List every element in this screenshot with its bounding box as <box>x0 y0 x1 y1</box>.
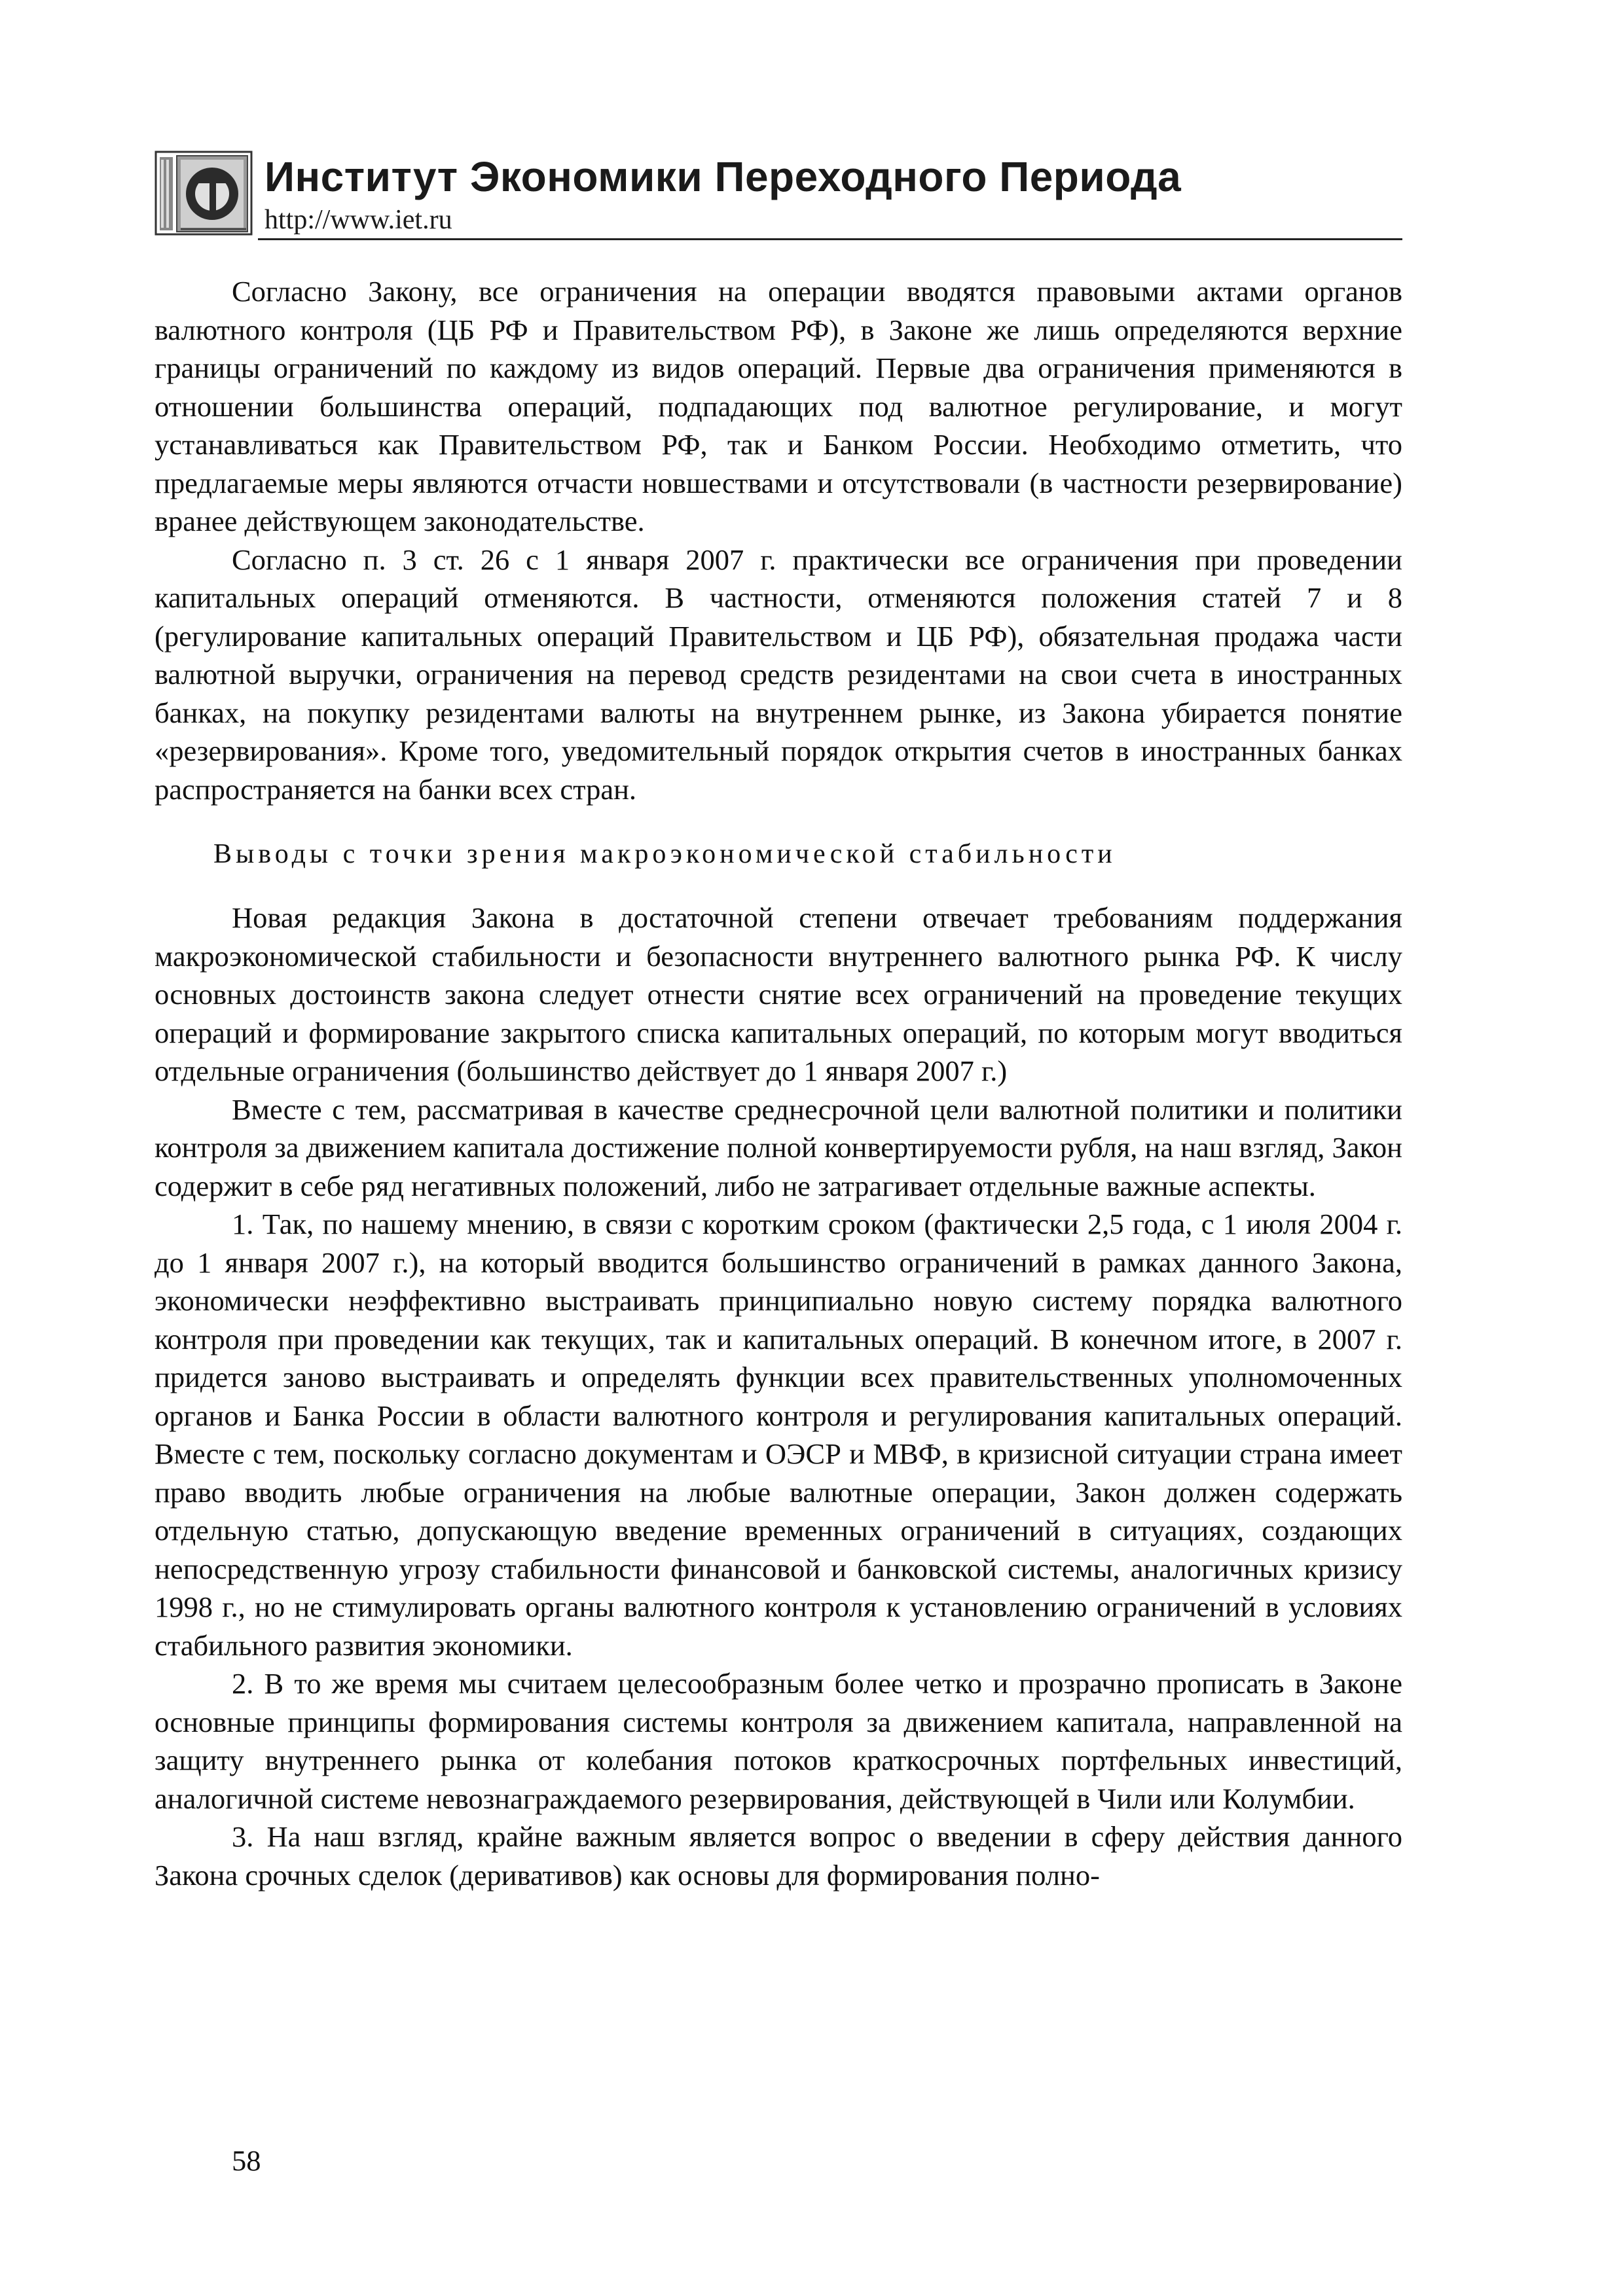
iet-logo-icon <box>155 151 253 236</box>
institute-url[interactable]: http://www.iet.ru <box>264 205 452 235</box>
institute-title: Институт Экономики Переходного Периода <box>264 153 1182 200</box>
paragraph: 3. На наш взгляд, крайне важным является вопрос о введении в сферу действия данного Закона срочных сделок (деривативов) как основы для формирования полно- <box>155 1820 1402 1892</box>
paragraph: Согласно Закону, все ограничения на операции вводятся правовыми актами органов валютного контроля (ЦБ РФ и Правительством РФ), в Законе же лишь определяются верхние границы ограничений по каждому из видов операций. Первые два ограничения применяются в отношении большинства операций, подпадающих под валютное регулирование, и могут устанавливаться как Правительством РФ, так и Банком России. Необходимо отметить, что предлагаемые меры являются отчасти новшествами и отсутствовали (в частности резервирование) вранее действующем законодательстве. <box>155 275 1402 537</box>
header-divider <box>258 238 1402 240</box>
paragraph: 2. В то же время мы считаем целесообразным более четко и прозрачно прописать в Законе основные принципы формирования системы контроля за движением капитала, направленной на защиту внутреннего рынка от колебания потоков краткосрочных портфельных инвестиций, аналогичной системе невознаграждаемого резервирования, действующей в Чили или Колумбии. <box>155 1667 1402 1815</box>
paragraph: 1. Так, по нашему мнению, в связи с коротким сроком (фактически 2,5 года, с 1 июля 2004 г. до 1 января 2007 г.), на который вводится большинство ограничений в рамках данного Закона, экономически неэффективно выстраивать принципиально новую систему порядка валютного контроля при проведении как текущих, так и капитальных операций. В конечном итоге, в 2007 г. придется заново выстраивать и определять функции всех правительственных уполномоченных органов и Банка России в области валютного контроля и регулирования капитальных операций. Вместе с тем, поскольку согласно документам и ОЭСР и МВФ, в кризисной ситуации страна имеет право вводить любые ограничения на любые валютные операции, Закон должен содержать отдельную статью, допускающую введение временных ограничений в ситуациях, создающих непосредственную угрозу стабильности финансовой и банковской системы, аналогичных кризису 1998 г., но не стимулировать органы валютного контроля к установлению ограничений в условиях стабильного развития экономики. <box>155 1208 1402 1662</box>
page-number: 58 <box>232 2144 261 2177</box>
section-heading: Выводы с точки зрения макроэкономической стабильности <box>213 839 1116 869</box>
paragraph: Новая редакция Закона в достаточной степени отвечает требованиям поддержания макроэкономической стабильности и безопасности внутреннего валютного рынка РФ. К числу основных достоинств закона следует отнести снятие всех ограничений на проведение текущих операций и формирование закрытого списка капитальных операций, по которым могут вводиться отдельные ограничения (большинство действует до 1 января 2007 г.) <box>155 901 1402 1087</box>
paragraph: Вместе с тем, рассматривая в качестве среднесрочной цели валютной политики и политики контроля за движением капитала достижение полной конвертируемости рубля, на наш взгляд, Закон содержит в себе ряд негативных положений, либо не затрагивает отдельные важные аспекты. <box>155 1092 1402 1202</box>
paragraph: Согласно п. 3 ст. 26 с 1 января 2007 г. практически все ограничения при проведении капитальных операций отменяются. В частности, отменяются положения статей 7 и 8 (регулирование капитальных операций Правительством и ЦБ РФ), обязательная продажа части валютной выручки, ограничения на перевод средств резидентами на свои счета в иностранных банках, на покупку резидентами валюты на внутреннем рынке, из Закона убирается понятие «резервирования». Кроме того, уведомительный порядок открытия счетов в иностранных банках распространяется на банки всех стран. <box>155 543 1402 806</box>
page-header <box>155 145 1402 241</box>
article-body <box>155 272 1402 1894</box>
